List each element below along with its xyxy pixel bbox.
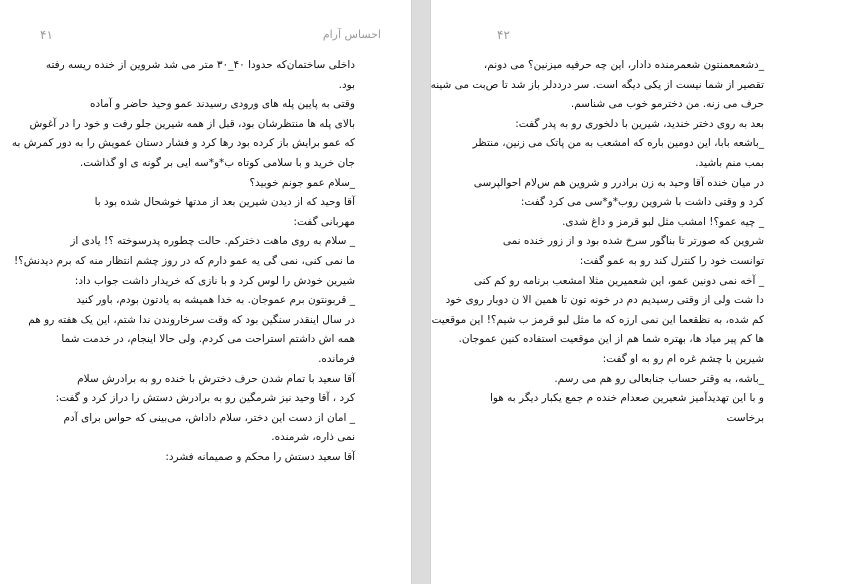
- text-line: تقصیر از شما نیست از یکی دیگه است. سر درددلر باز شد تا ص‌بت می شینه: [430, 78, 764, 91]
- text-line: مهربانی گفت:: [293, 215, 355, 228]
- text-line: ما نمی کنی، نمی گی یه عمو دارم که در روز چشم انتظار منه که برم دیدنش؟!: [13, 254, 355, 267]
- text-line: _ قربونتون برم عموجان. به خدا همیشه به یادتون بودم، باور کنید: [76, 294, 355, 307]
- text-line: _ امان از دست این دختر، سلام داداش، می‌بینی که حواس برای آدم: [63, 411, 355, 424]
- text-line: بالای پله ها منتظرشان بود، قبل از همه شیرین جلو رفت و خود را در آغوش: [29, 117, 355, 130]
- page-body: [11, 56, 355, 467]
- text-line: آقا وحید که از دیدن شیرین بعد از مدتها خوشحال شده بود با: [94, 196, 355, 209]
- text-line: _دشعمعمنتون شعمرمنده دادار، این چه حرفیه میزنین؟ می دونم،: [483, 59, 764, 71]
- text-line: و با این تهدیدآمیز شعیرین صعدام خنده م جمع یکبار دیگر به هوا: [489, 392, 764, 405]
- text-line: ها کم پیر میاد ها، بهتره شما هم از این موقعیت استفاده کنین عموجان.: [458, 333, 764, 346]
- text-line: کم شده، به نظقعما این نمی ارزه که ما مثل لبو قرمز ب شیم؟! این موقعیت: [431, 313, 764, 326]
- text-line: نمی ذاره، شرمنده.: [271, 431, 355, 444]
- page-number: ۴۱: [40, 28, 53, 42]
- text-line: بمب منم باشید.: [695, 156, 764, 169]
- text-line: حرف می زنه. من دخترمو خوب می شناسم.: [570, 98, 764, 111]
- text-line: _ سلام به روی ماهت دخترکم. حالت چطوره پدرسوخته ؟! یادی از: [70, 235, 355, 248]
- left-page: [0, 0, 412, 584]
- text-line: توانست خود را کنترل کند رو به عمو گفت:: [579, 254, 764, 267]
- text-line: در میان خنده آقا وحید به زن برادرر و شروین هم س‌لام احوالپرسی: [473, 176, 764, 189]
- text-line: کرد و وقتی داشت با شروین روب*و*سی می کرد گفت:: [520, 196, 764, 209]
- text-line: برخاست: [726, 411, 764, 424]
- right-page: [430, 0, 842, 584]
- text-line: _باشه، به وقتر حساب جنابعالی رو هم می رسم.: [554, 372, 764, 385]
- text-line: _ آخه نمی دونین عمو، این شعمیرین مثلا امشعب برنامه رو کم کنی: [473, 274, 764, 287]
- text-line: جان خرید و با سلامی کوتاه ب*و*سه ایی بر گونه ی او گذاشت.: [79, 156, 355, 169]
- text-line: شیرین خودش را لوس کرد و با نازی که خریدار داشت جواب داد:: [74, 274, 355, 287]
- text-line: وقتی به پایین پله های ورودی رسیدند عمو وحید حاضر و آماده: [90, 98, 355, 111]
- text-line: آقا سعید دستش را محکم و صمیمانه فشرد:: [165, 450, 355, 463]
- running-title: احساس آرام: [322, 28, 381, 41]
- text-line: همه اش داشتم استراحت می کردم. ولی حالا اینجام، در خدمت شما: [61, 333, 355, 346]
- text-line: بود.: [338, 78, 355, 91]
- text-line: _سلام عمو جونم خوبید؟: [249, 176, 355, 189]
- text-line: دا شت ولی از وقتی رسیدیم دم در خونه تون تا همین الا ن دوبار روی خود: [445, 294, 764, 307]
- text-line: شیرین با چشم غره ام رو به او گفت:: [602, 352, 764, 365]
- text-line: فرمانده.: [318, 352, 355, 365]
- text-line: شروین که صورتر تا بناگور سرخ شده بود و از زور خنده نمی: [502, 235, 764, 248]
- text-line: در سال اینقدر سنگین بود که وقت سرخاروندن ندا شتم، این یک هفته رو هم: [28, 313, 355, 326]
- text-line: که عمو برایش باز کرده بود رها کرد و فشار دستان عمویش را به دور کمرش به: [11, 137, 355, 150]
- text-line: آقا سعید با تمام شدن حرف دخترش با خنده رو به برادرش سلام: [77, 372, 355, 385]
- text-line: داخلی ساختمان‌که حدودا ۴۰_۳۰ متر می شد شروین از خنده ریسه رفته: [45, 59, 355, 71]
- text-line: _ چیه عمو؟! امشب مثل لبو قرمز و داغ شدی.: [562, 215, 764, 228]
- page-number: ۴۲: [497, 28, 510, 42]
- text-line: بعد به روی دختر خندید، شیرین با دلخوری رو به پدر گفت:: [515, 117, 764, 130]
- text-line: کرد ، آقا وحید نیز شرمگین رو به برادرش دستش را دراز کرد و گفت:: [55, 392, 355, 405]
- page-body: [430, 56, 764, 428]
- text-line: _باشعه بابا، این دومین باره که امشعب به من پاتک می زنین، منتظر: [472, 137, 764, 150]
- book-gutter: [412, 0, 430, 584]
